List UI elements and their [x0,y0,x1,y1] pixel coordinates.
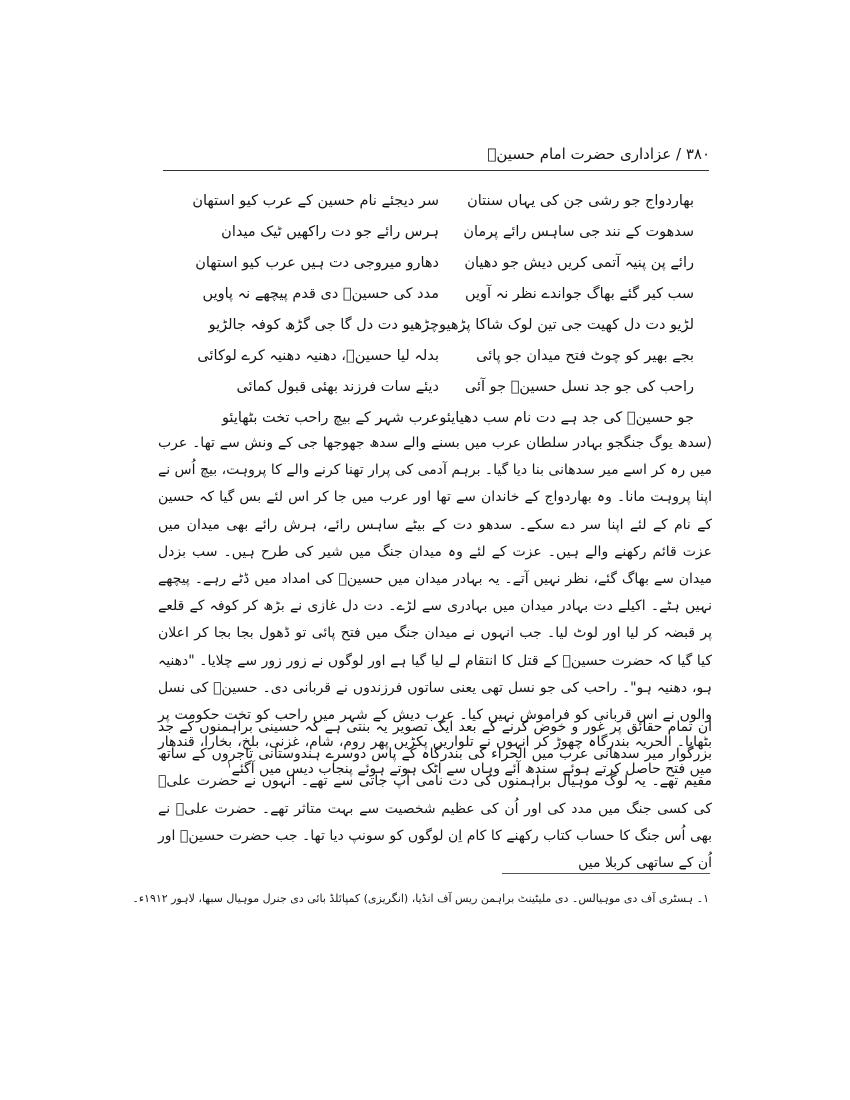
misra-first: سدھوت کے نند جی ساہس رائے پرمان [463,224,694,240]
running-header: ۳۸۰ / عزاداری حضرت امام حسینؑ [487,145,710,163]
misra-first: جو حسینؑ کی جد ہے دت نام سب دھیایئو [439,410,694,426]
couplet [195,248,694,279]
couplet [202,279,694,310]
misra-first: رائے پن پنیہ آتمی کریں دیش جو دھیان [464,255,694,271]
misra-second: چڑھیو دت دل گا جی گڑھ کوفہ جالڑیو [208,317,439,333]
poem [192,186,694,434]
footnote-rule [502,873,710,874]
couplet [192,186,694,217]
couplet [214,372,694,403]
misra-second: دھارو میروجی دت ہیں عرب کیو استھان [195,255,439,271]
misra-second: عرب شہر کے بیچ راحب تخت بٹھایئو [221,410,439,426]
misra-first: لڑیو دت دل کھیت جی تین لوک شاکا پڑھیو [439,317,694,333]
misra-second: مدد کی حسینؑ دی قدم پیچھے نہ پاویں [202,286,439,302]
misra-second: سر دیجئے نام حسین کے عرب کیو استھان [192,193,439,209]
misra-second: دیئے سات فرزند بھئی قبول کمائی [236,379,439,395]
misra-second: ہرس رائے جو دت راکھیں ٹیک میدان [221,224,439,240]
header-rule [163,170,709,171]
misra-first: راحب کی جو جد نسل حسینؑ جو آئی [464,379,694,395]
footnote: ۱۔ ہسٹری آف دی موہیالس۔ دی ملیٹینٹ براہمن ریس آف انڈیا، (انگریزی) کمپائلڈ بائی دی جنرل موہیال سبھا، لاہور ۱۹۱۲ء۔ [132,892,709,905]
misra-second: بدلہ لیا حسینؑ، دھنیہ دھنیہ کرے لوکائی [197,348,439,364]
misra-first: بھاردواج جو رشی جن کی یہاں سنتان [467,193,694,209]
paragraph-text: (سدھ یوگ جنگجو بہادر سلطان عرب میں بسنے والے سدھ جھوجھا جی کے ونش سے تھا۔ عرب میں رہ کر اسے میر سدھانی بنا دیا گیا۔ برہم آدمی کی پرار تھنا کرنے والے کا پروہت، بیچ اُس نے اپنا پروہت مانا۔ وہ بھاردواج کے خاندان سے تھا اور عرب میں جا کر اس لئے بس گیا کہ حسین کے نام کے لئے اپنا سر دے سکے۔ سدھو دت کے بیٹے ساہس رائے، ہرش رائے بھی میدان میں عزت قائم رکھنے والے ہیں۔ عزت کے لئے وہ میدان جنگ میں شیر کی طرح ہیں۔ سب بزدل میدان سے بھاگ گئے، نظر نہیں آتے۔ یہ بہادر میدان میں حسینؑ کی امداد میں ڈٹے رہے۔ پیچھے نہیں ہٹے۔ اکیلے دت بہادر میدان میں بہادری سے لڑے۔ دت دل غازی نے بڑھ کر کوفہ کے قلعے پر قبضہ کر لیا اور لوٹ لیا۔ جب انہوں نے میدان جنگ میں فتح پائی تو ڈھول بجا بجا کر اعلان کیا گیا کہ حضرت حسینؑ کے قتل کا انتقام لے لیا گیا ہے اور لوگوں نے زور زور سے چلایا۔ "دھنیہ ہو، دھنیہ ہو"۔ راحب کی جو نسل تھی یعنی ساتوں فرزندوں نے قربانی دی۔ حسینؑ کی نسل والوں نے اس قربانی کو فراموش نہیں کیا۔ عرب دیش کے شہر میں راحب کو تخت حکومت پر بٹھایا۔ الحریہ بندرگاہ چھوڑ کر انہوں نے تلواریں پکڑیں پھر روم، شام، غزنی، بلخ، بخارا، قندھار میں فتح حاصل کرتے ہوئے سندھ آئے وہاں سے اٹک ہوتے ہوئے پنجاب دیس میں آگئے [158,435,712,778]
misra-first: سب کیر گئے بھاگ جواندے نظر نہ آویں [464,286,694,302]
paragraph-analysis: ان تمام حقائق پر غور و خوض کرنے کے بعد ایک تصویر یہ بنتی ہے کہ حسینی براہمنوں کے جد بزرگوار میر سدھانی عرب میں الحراء کی بندرگاہ کے پاس دوسرے ہندوستانی تاجروں کے ساتھ مقیم تھے۔ یہ لوگ موہیال براہمنوں کی دت نامی اُپ جاتی سے تھے۔ انہوں نے حضرت علیؑ کی کسی جنگ میں مدد کی اور اُن کی عظیم شخصیت سے بہت متاثر تھے۔ حضرت علیؑ نے بھی اُس جنگ کا حساب کتاب رکھنے کا کام اِن لوگوں کو سونپ دیا تھا۔ جب حضرت حسینؑ اور اُن کے ساتھی کربلا میں [158,719,712,872]
couplet [214,217,694,248]
couplet [208,310,694,341]
misra-first: بجے بھیر کو چوٹ فتح میدان جو پائی [476,348,694,364]
footnote-reference: ۱ [226,760,232,771]
couplet [197,341,694,372]
